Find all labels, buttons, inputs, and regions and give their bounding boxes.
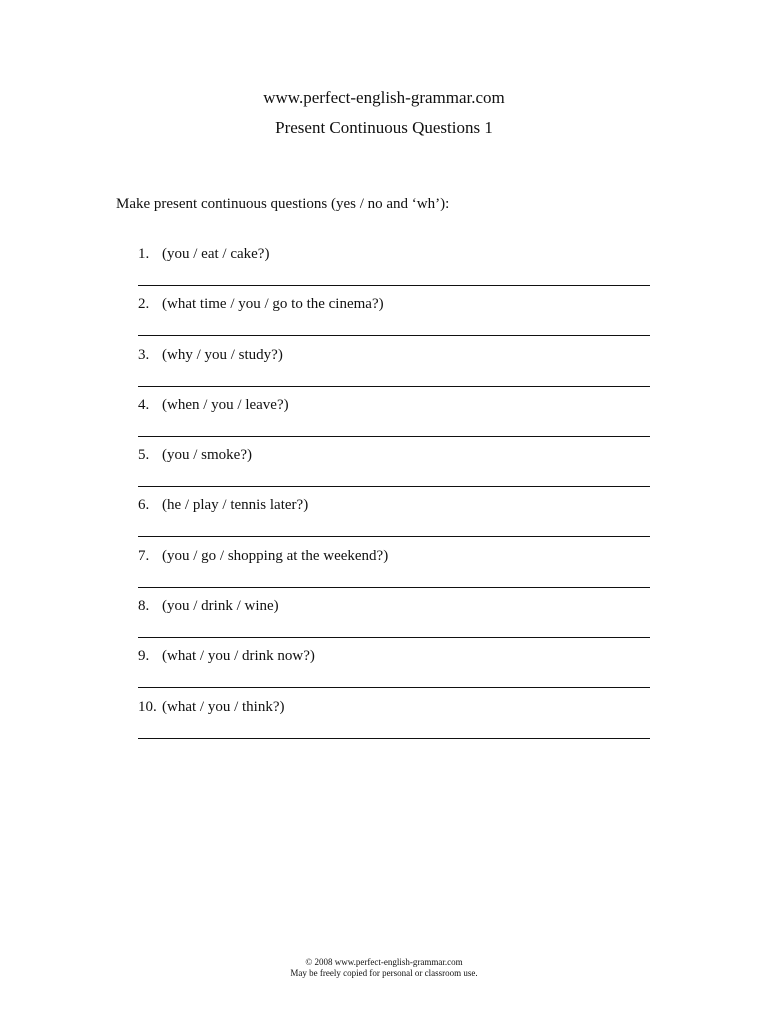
question-number: 5. [138,447,150,464]
instructions: Make present continuous questions (yes / no and ‘wh’): [116,196,450,212]
question-number: 7. [138,547,150,564]
question-item [138,296,650,346]
question-text [138,699,284,716]
question-text [138,397,289,414]
question-prompt: (why / you / study?) [162,346,283,363]
question-item [138,447,650,497]
question-item [138,347,650,397]
question-text [138,648,315,665]
question-item [138,699,650,749]
question-text [138,296,384,313]
answer-line [138,587,650,588]
answer-line [138,386,650,387]
answer-line [138,687,650,688]
question-item [138,548,650,598]
question-prompt: (what / you / think?) [162,698,285,715]
question-list [138,246,650,749]
question-prompt: (he / play / tennis later?) [162,497,309,514]
question-text [138,598,279,615]
footer-copyright: © 2008 www.perfect-english-grammar.com [305,957,463,967]
footer-license: May be freely copied for personal or classroom use. [290,968,478,978]
answer-line [138,285,650,286]
question-number: 9. [138,648,150,665]
question-prompt: (what time / you / go to the cinema?) [162,296,384,313]
question-text [138,347,283,364]
question-text [138,497,308,514]
question-prompt: (what / you / drink now?) [162,648,315,665]
answer-line [138,436,650,437]
question-number: 10. [138,698,157,715]
page-title: Present Continuous Questions 1 [275,118,493,137]
answer-line [138,486,650,487]
question-item [138,648,650,698]
question-item [138,598,650,648]
question-number: 8. [138,598,150,615]
answer-line [138,738,650,739]
footer [0,957,768,979]
question-prompt: (when / you / leave?) [162,396,289,413]
question-text [138,447,252,464]
question-number: 1. [138,246,150,262]
question-prompt: (you / go / shopping at the weekend?) [162,547,389,564]
answer-line [138,536,650,537]
question-item [138,397,650,447]
question-item [138,246,650,296]
question-text [138,246,269,263]
question-prompt: (you / drink / wine) [162,598,279,615]
question-number: 6. [138,497,150,514]
question-number: 4. [138,396,150,413]
question-number: 3. [138,346,150,363]
question-text [138,548,388,565]
answer-line [138,335,650,336]
question-item [138,497,650,547]
site-url: www.perfect-english-grammar.com [263,88,505,107]
question-prompt: (you / smoke?) [162,447,252,464]
answer-line [138,637,650,638]
question-prompt: (you / eat / cake?) [162,246,270,262]
question-number: 2. [138,296,150,313]
